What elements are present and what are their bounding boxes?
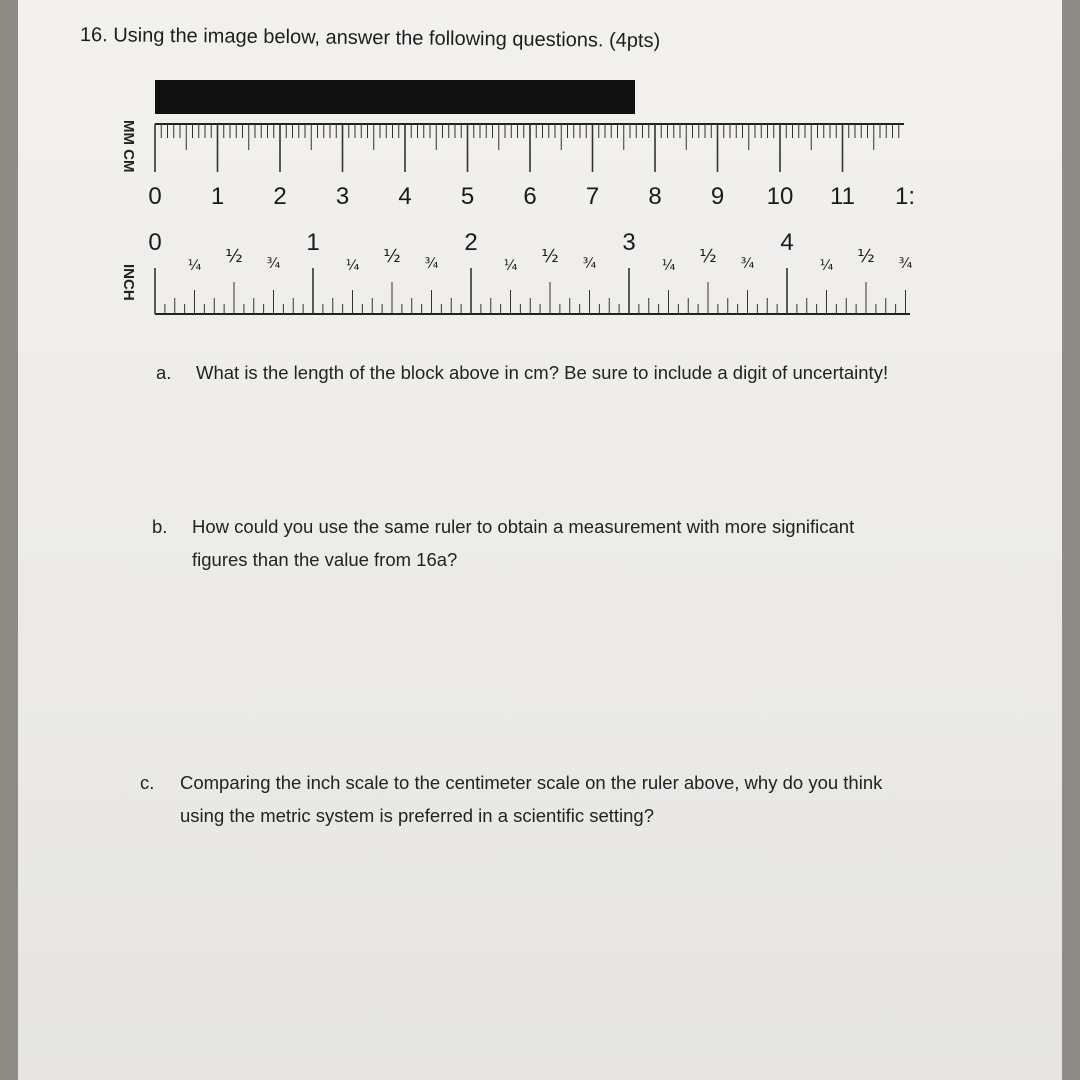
worksheet-page [18, 0, 1062, 1080]
cm-number-label: 2 [273, 183, 287, 210]
part-b-line-2: figures than the value from 16a? [192, 549, 458, 570]
part-b-line-1: How could you use the same ruler to obtain a measurement with more significant [192, 516, 855, 537]
cm-number-label: 1 [210, 183, 225, 210]
inch-half-label: ½ [857, 246, 875, 267]
inch-half-label: ½ [225, 246, 243, 267]
question-number: 16. [79, 24, 108, 47]
cm-number-label: 0 [148, 183, 162, 210]
cm-number-label: 11 [830, 183, 855, 210]
inch-three-quarter-label: ¾ [582, 256, 597, 272]
part-a [156, 356, 888, 389]
cm-number-label: 4 [398, 183, 412, 210]
cm-number-label: 5 [460, 183, 475, 210]
measured-block [155, 80, 635, 114]
inch-quarter-label: ¼ [345, 258, 360, 274]
inch-half-label: ½ [541, 246, 559, 267]
cm-number-label: 3 [335, 183, 350, 210]
cm-number-label: 6 [523, 183, 537, 210]
ruler-figure [18, 0, 1062, 340]
inch-tick-labels [148, 229, 912, 274]
cm-tick-marks [155, 124, 899, 172]
inch-three-quarter-label: ¾ [740, 256, 755, 272]
part-c-line-2: using the metric system is preferred in a scientific setting? [180, 805, 654, 826]
mm-cm-scale-label: MM CM [120, 120, 137, 173]
part-c [140, 766, 882, 832]
inch-three-quarter-label: ¾ [424, 256, 439, 272]
cm-number-label: 10 [766, 183, 794, 210]
cm-number-label: 7 [585, 183, 600, 210]
inch-number-label: 1 [306, 229, 320, 256]
cm-number-label: 1: [894, 183, 916, 210]
inch-number-label: 0 [148, 229, 162, 256]
inch-quarter-label: ¼ [819, 258, 834, 274]
part-b-letter: b. [152, 516, 168, 537]
cm-number-label: 8 [648, 183, 662, 210]
inch-quarter-label: ¼ [661, 258, 676, 274]
inch-number-label: 2 [464, 229, 478, 256]
part-c-line-1: Comparing the inch scale to the centimeter scale on the ruler above, why do you think [180, 772, 883, 793]
part-a-letter: a. [156, 362, 172, 383]
part-b [152, 510, 854, 576]
inch-scale-label: INCH [120, 264, 137, 301]
part-a-line-1: What is the length of the block above in cm? Be sure to include a digit of uncertainty! [196, 362, 889, 383]
cm-number-label: 9 [710, 183, 725, 210]
inch-number-label: 3 [622, 229, 636, 256]
cm-tick-labels [148, 183, 915, 210]
inch-half-label: ½ [383, 246, 401, 267]
inch-half-label: ½ [699, 246, 717, 267]
inch-tick-marks [155, 268, 906, 314]
part-c-letter: c. [140, 772, 155, 793]
inch-quarter-label: ¼ [503, 258, 518, 274]
inch-three-quarter-label: ¾ [898, 256, 913, 272]
inch-three-quarter-label: ¾ [266, 256, 281, 272]
inch-number-label: 4 [780, 229, 794, 256]
inch-quarter-label: ¼ [187, 258, 202, 274]
question-text: Using the image below, answer the following questions. (4pts) [113, 24, 661, 53]
ruler-illustration [18, 0, 1062, 340]
